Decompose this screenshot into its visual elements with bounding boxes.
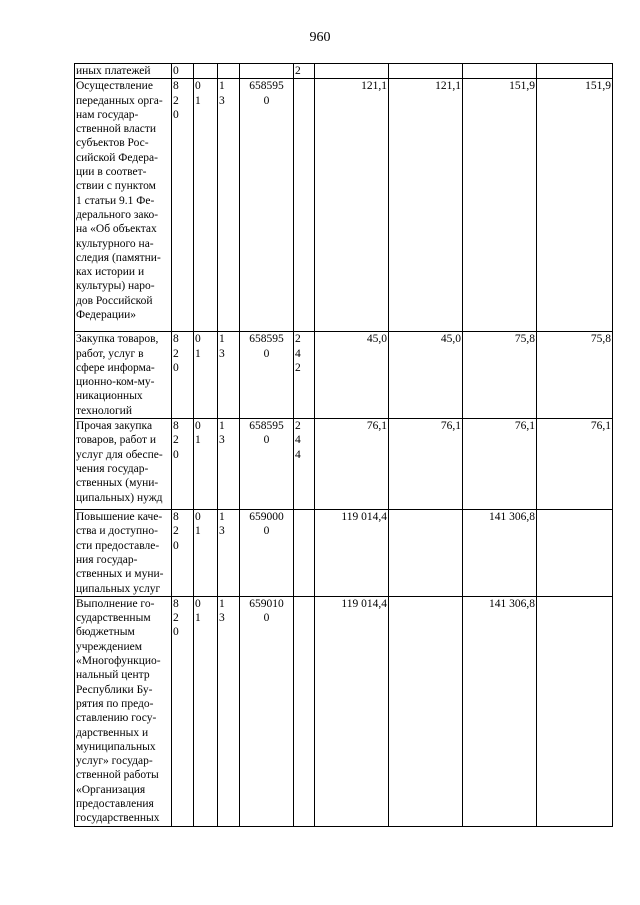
name-line: Республики Бу- (76, 683, 153, 696)
cell-value-4 (537, 332, 613, 419)
cell-csr-text: 658595 0 (249, 80, 284, 107)
name-line: 1 статьи 9.1 Фе- (76, 194, 155, 207)
cell-name (75, 79, 172, 332)
name-line: культуры) наро- (76, 280, 155, 293)
name-line: государственных (76, 812, 160, 825)
name-line: ствии с пунктом (76, 180, 156, 193)
table-row (75, 596, 613, 826)
cell-value-1 (315, 510, 389, 597)
cell-ved (172, 79, 194, 332)
cell-value-2-text: 76,1 (440, 420, 461, 433)
cell-ved (172, 596, 194, 826)
name-line: никационных (76, 390, 143, 403)
name-line: услуг для обеспе- (76, 448, 163, 461)
cell-csr (240, 79, 294, 332)
cell-value-3-text: 76,1 (514, 420, 535, 433)
name-line: «Многофункцио- (76, 655, 161, 668)
cell-rz (194, 510, 218, 597)
cell-value-4 (537, 596, 613, 826)
table-row (75, 510, 613, 597)
name-line: ственной работы (76, 769, 159, 782)
cell-value-1-text: 119 014,4 (341, 597, 387, 610)
cell-rz-text: 0 1 (195, 511, 201, 538)
cell-rz (194, 79, 218, 332)
page-number: 960 (309, 30, 331, 45)
table-row (75, 64, 613, 79)
cell-value-1-text: 119 014,4 (341, 511, 387, 524)
cell-value-4 (537, 79, 613, 332)
cell-csr-text: 658595 0 (249, 420, 284, 447)
cell-vr (294, 510, 315, 597)
cell-value-2-text: 121,1 (435, 80, 461, 93)
budget-table (74, 63, 613, 827)
name-line: дарственных и (76, 726, 149, 739)
name-line: ства и доступно- (76, 525, 158, 538)
name-line: ственной власти (76, 123, 157, 136)
cell-pr (218, 332, 240, 419)
name-line: нальный центр (76, 669, 150, 682)
cell-value-3-text: 75,8 (514, 333, 535, 346)
name-line: «Организация (76, 783, 146, 796)
cell-vr (294, 332, 315, 419)
cell-vr (294, 596, 315, 826)
name-line: иных платежей (76, 65, 151, 77)
cell-value-2 (389, 419, 463, 510)
cell-csr-text: 658595 0 (249, 333, 284, 360)
cell-value-4 (537, 64, 613, 79)
cell-value-1-text: 45,0 (366, 333, 387, 346)
cell-ved-text: 0 (173, 65, 179, 77)
name-line: ципальных услуг (76, 582, 161, 595)
cell-pr-text: 1 3 (219, 80, 225, 107)
cell-value-4 (537, 510, 613, 597)
cell-name (75, 64, 172, 79)
cell-vr-text: 2 4 4 (295, 420, 301, 461)
name-line: на «Об объектах (76, 223, 157, 236)
cell-value-1 (315, 64, 389, 79)
cell-name (75, 510, 172, 597)
table-body (75, 64, 613, 827)
cell-value-2 (389, 596, 463, 826)
cell-value-1-text: 121,1 (361, 80, 387, 93)
name-line: нам государ- (76, 108, 139, 121)
cell-ved (172, 332, 194, 419)
name-line: ционно-ком-му- (76, 376, 155, 389)
cell-value-4-text: 75,8 (590, 333, 611, 346)
cell-csr-text: 659000 0 (249, 511, 284, 538)
cell-vr-text: 2 (295, 65, 301, 77)
cell-value-3 (463, 332, 537, 419)
cell-pr-text: 1 3 (219, 597, 225, 625)
name-line: товаров, работ и (76, 434, 157, 447)
name-line: ственных и муни- (76, 568, 164, 581)
name-line: культурного на- (76, 237, 154, 250)
cell-value-4-text: 151,9 (585, 80, 611, 93)
cell-value-2 (389, 64, 463, 79)
cell-ved (172, 510, 194, 597)
cell-rz (194, 419, 218, 510)
cell-csr (240, 419, 294, 510)
name-line: муниципальных (76, 740, 156, 753)
cell-rz (194, 332, 218, 419)
cell-ved-text: 8 2 0 (173, 511, 179, 552)
name-line: Повышение каче- (76, 511, 163, 524)
table-row (75, 79, 613, 332)
cell-value-2 (389, 79, 463, 332)
cell-ved-text: 8 2 0 (173, 333, 179, 374)
name-line: ственных (муни- (76, 477, 159, 490)
cell-value-3 (463, 510, 537, 597)
cell-rz-text: 0 1 (195, 333, 201, 360)
cell-rz-text: 0 1 (195, 80, 201, 107)
name-line: субъектов Рос- (76, 137, 149, 150)
cell-value-3 (463, 64, 537, 79)
cell-value-3 (463, 596, 537, 826)
table-row (75, 419, 613, 510)
name-line: услуг» государ- (76, 755, 153, 768)
name-line: сти предоставле- (76, 539, 160, 552)
cell-name (75, 332, 172, 419)
cell-ved (172, 419, 194, 510)
cell-value-1-text: 76,1 (366, 420, 387, 433)
cell-vr (294, 64, 315, 79)
name-line: ципальных) нужд (76, 491, 163, 504)
cell-rz-text: 0 1 (195, 420, 201, 447)
cell-rz-text: 0 1 (195, 597, 201, 625)
name-line: Закупка товаров, (76, 333, 159, 346)
cell-csr (240, 510, 294, 597)
cell-value-2-text: 45,0 (440, 333, 461, 346)
name-line: Осуществление (76, 80, 153, 93)
name-line: ции в соответ- (76, 166, 147, 179)
cell-pr-text: 1 3 (219, 420, 225, 447)
cell-vr (294, 419, 315, 510)
name-line: Прочая закупка (76, 420, 153, 433)
cell-pr (218, 64, 240, 79)
name-line: ставлению госу- (76, 712, 157, 725)
name-line: технологий (76, 404, 132, 417)
name-line: дерального зако- (76, 208, 159, 221)
name-line: Федерации» (76, 309, 137, 322)
name-line: учреждением (76, 640, 142, 653)
cell-vr-text: 2 4 2 (295, 333, 301, 374)
cell-value-1 (315, 596, 389, 826)
cell-ved-text: 8 2 0 (173, 597, 179, 639)
name-line: сфере информа- (76, 361, 155, 374)
cell-value-1 (315, 332, 389, 419)
cell-vr (294, 79, 315, 332)
cell-ved-text: 8 2 0 (173, 80, 179, 121)
cell-csr (240, 596, 294, 826)
name-line: переданных орга- (76, 94, 163, 107)
cell-name (75, 596, 172, 826)
cell-value-3-text: 141 306,8 (489, 511, 535, 524)
table-row (75, 332, 613, 419)
cell-pr (218, 510, 240, 597)
name-line: работ, услуг в (76, 347, 144, 360)
cell-ved-text: 8 2 0 (173, 420, 179, 461)
cell-pr (218, 596, 240, 826)
cell-rz (194, 596, 218, 826)
cell-rz (194, 64, 218, 79)
name-line: ках истории и (76, 266, 145, 279)
name-line: сийской Федера- (76, 151, 158, 164)
name-line: следия (памятни- (76, 251, 161, 264)
name-line: бюджетным (76, 626, 135, 639)
cell-csr-text: 659010 0 (249, 597, 284, 625)
cell-value-1 (315, 419, 389, 510)
cell-value-2 (389, 510, 463, 597)
cell-value-3 (463, 419, 537, 510)
name-line: чения государ- (76, 462, 149, 475)
name-line: сударственным (76, 612, 151, 625)
cell-value-1 (315, 79, 389, 332)
cell-value-4 (537, 419, 613, 510)
cell-value-4-text: 76,1 (590, 420, 611, 433)
cell-pr-text: 1 3 (219, 511, 225, 538)
cell-name (75, 419, 172, 510)
cell-pr (218, 79, 240, 332)
cell-value-3-text: 151,9 (509, 80, 535, 93)
cell-value-2 (389, 332, 463, 419)
name-line: ния государ- (76, 553, 138, 566)
name-line: дов Российской (76, 294, 153, 307)
cell-ved (172, 64, 194, 79)
cell-csr (240, 332, 294, 419)
cell-pr (218, 419, 240, 510)
cell-value-3 (463, 79, 537, 332)
name-line: Выполнение го- (76, 597, 155, 610)
cell-pr-text: 1 3 (219, 333, 225, 360)
name-line: предоставления (76, 798, 154, 811)
name-line: рятия по предо- (76, 697, 154, 710)
cell-value-3-text: 141 306,8 (489, 597, 535, 610)
cell-csr (240, 64, 294, 79)
